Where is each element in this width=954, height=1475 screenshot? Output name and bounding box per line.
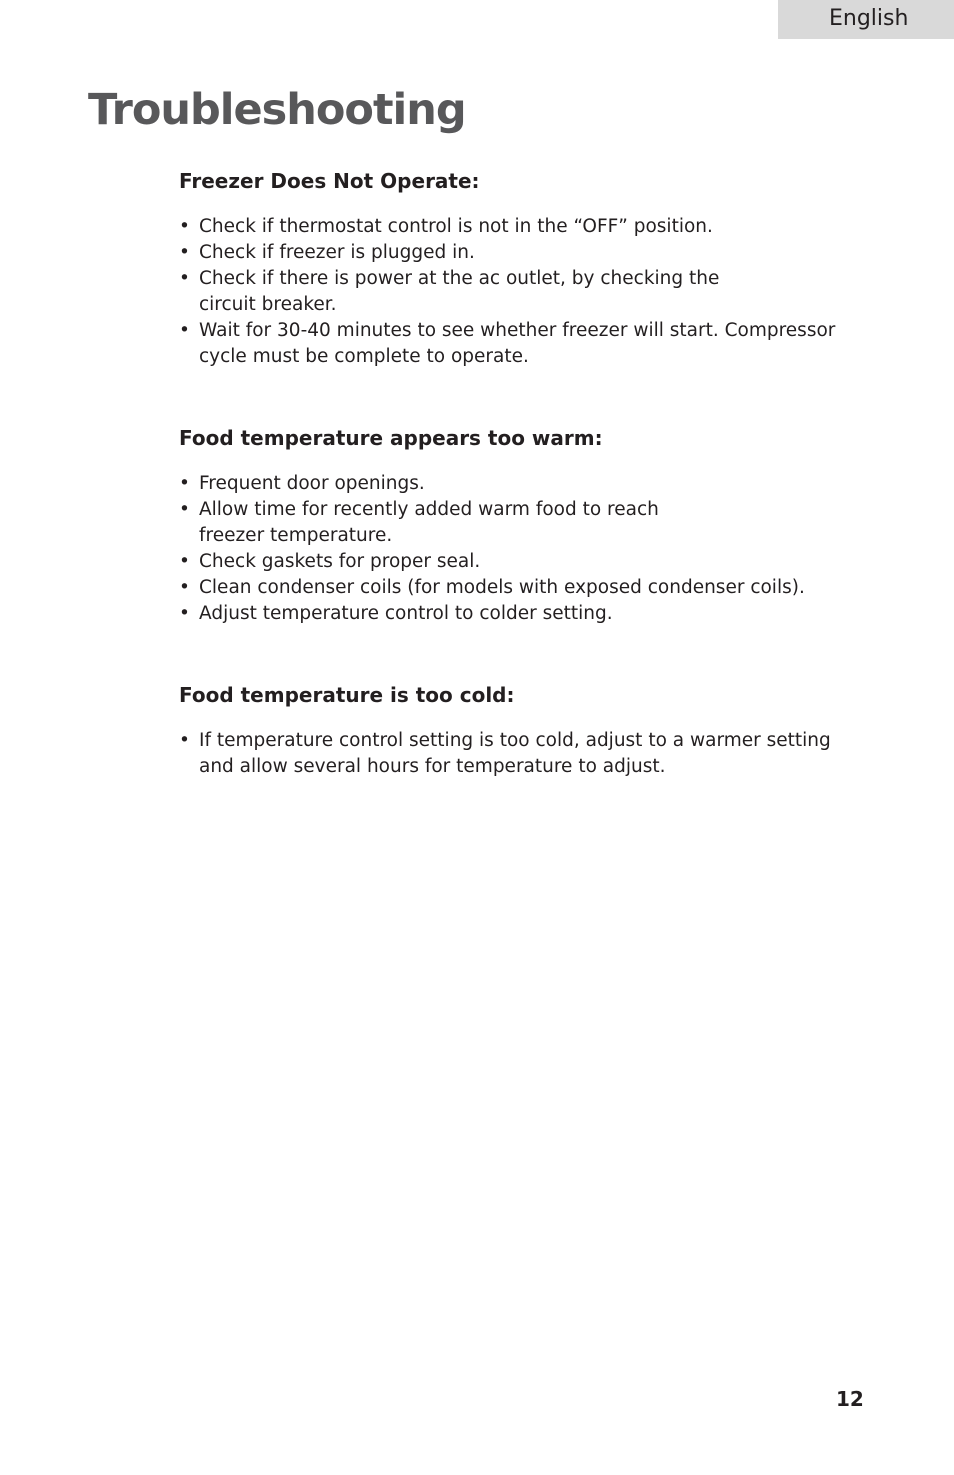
- language-tab: English: [778, 0, 954, 39]
- list-item: [179, 471, 879, 497]
- list-item: [179, 601, 879, 627]
- list-item: [179, 497, 879, 549]
- section-heading: Food temperature is too cold:: [179, 683, 515, 707]
- bullet-list: [179, 728, 879, 780]
- page-title: Troubleshooting: [88, 85, 466, 135]
- bullet-icon: •: [179, 577, 190, 598]
- list-item-text: Adjust temperature control to colder setting.: [199, 603, 613, 624]
- section-heading: Food temperature appears too warm:: [179, 426, 603, 450]
- list-item: [179, 575, 879, 601]
- list-item: [179, 549, 879, 575]
- section-heading: Freezer Does Not Operate:: [179, 169, 480, 193]
- bullet-icon: •: [179, 730, 190, 751]
- bullet-list: [179, 214, 879, 370]
- bullet-icon: •: [179, 499, 190, 520]
- list-item: [179, 240, 879, 266]
- bullet-icon: •: [179, 320, 190, 341]
- bullet-list: [179, 471, 879, 627]
- list-item-text: Frequent door openings.: [199, 473, 425, 494]
- bullet-icon: •: [179, 551, 190, 572]
- list-item: [179, 214, 879, 240]
- list-item: [179, 728, 879, 780]
- list-item-text: Check if there is power at the ac outlet, by checking the circuit breaker.: [199, 268, 720, 315]
- list-item: [179, 266, 879, 318]
- list-item: [179, 318, 879, 370]
- bullet-icon: •: [179, 268, 190, 289]
- section-food-too-warm: [179, 424, 879, 627]
- list-item-text: Check if freezer is plugged in.: [199, 242, 475, 263]
- list-item-text: Check if thermostat control is not in the “OFF” position.: [199, 216, 713, 237]
- list-item-text: Wait for 30-40 minutes to see whether freezer will start. Compressor cycle must be complete to operate.: [199, 320, 836, 367]
- list-item-text: Clean condenser coils (for models with exposed condenser coils).: [199, 577, 805, 598]
- section-freezer-does-not-operate: [179, 167, 879, 370]
- page-number: 12: [836, 1387, 864, 1411]
- list-item-text: Check gaskets for proper seal.: [199, 551, 481, 572]
- list-item-text: If temperature control setting is too cold, adjust to a warmer setting and allow several hours for temperature to adjust.: [199, 730, 831, 777]
- bullet-icon: •: [179, 473, 190, 494]
- section-food-too-cold: [179, 681, 879, 780]
- bullet-icon: •: [179, 603, 190, 624]
- list-item-text: Allow time for recently added warm food to reach freezer temperature.: [199, 499, 659, 546]
- bullet-icon: •: [179, 242, 190, 263]
- bullet-icon: •: [179, 216, 190, 237]
